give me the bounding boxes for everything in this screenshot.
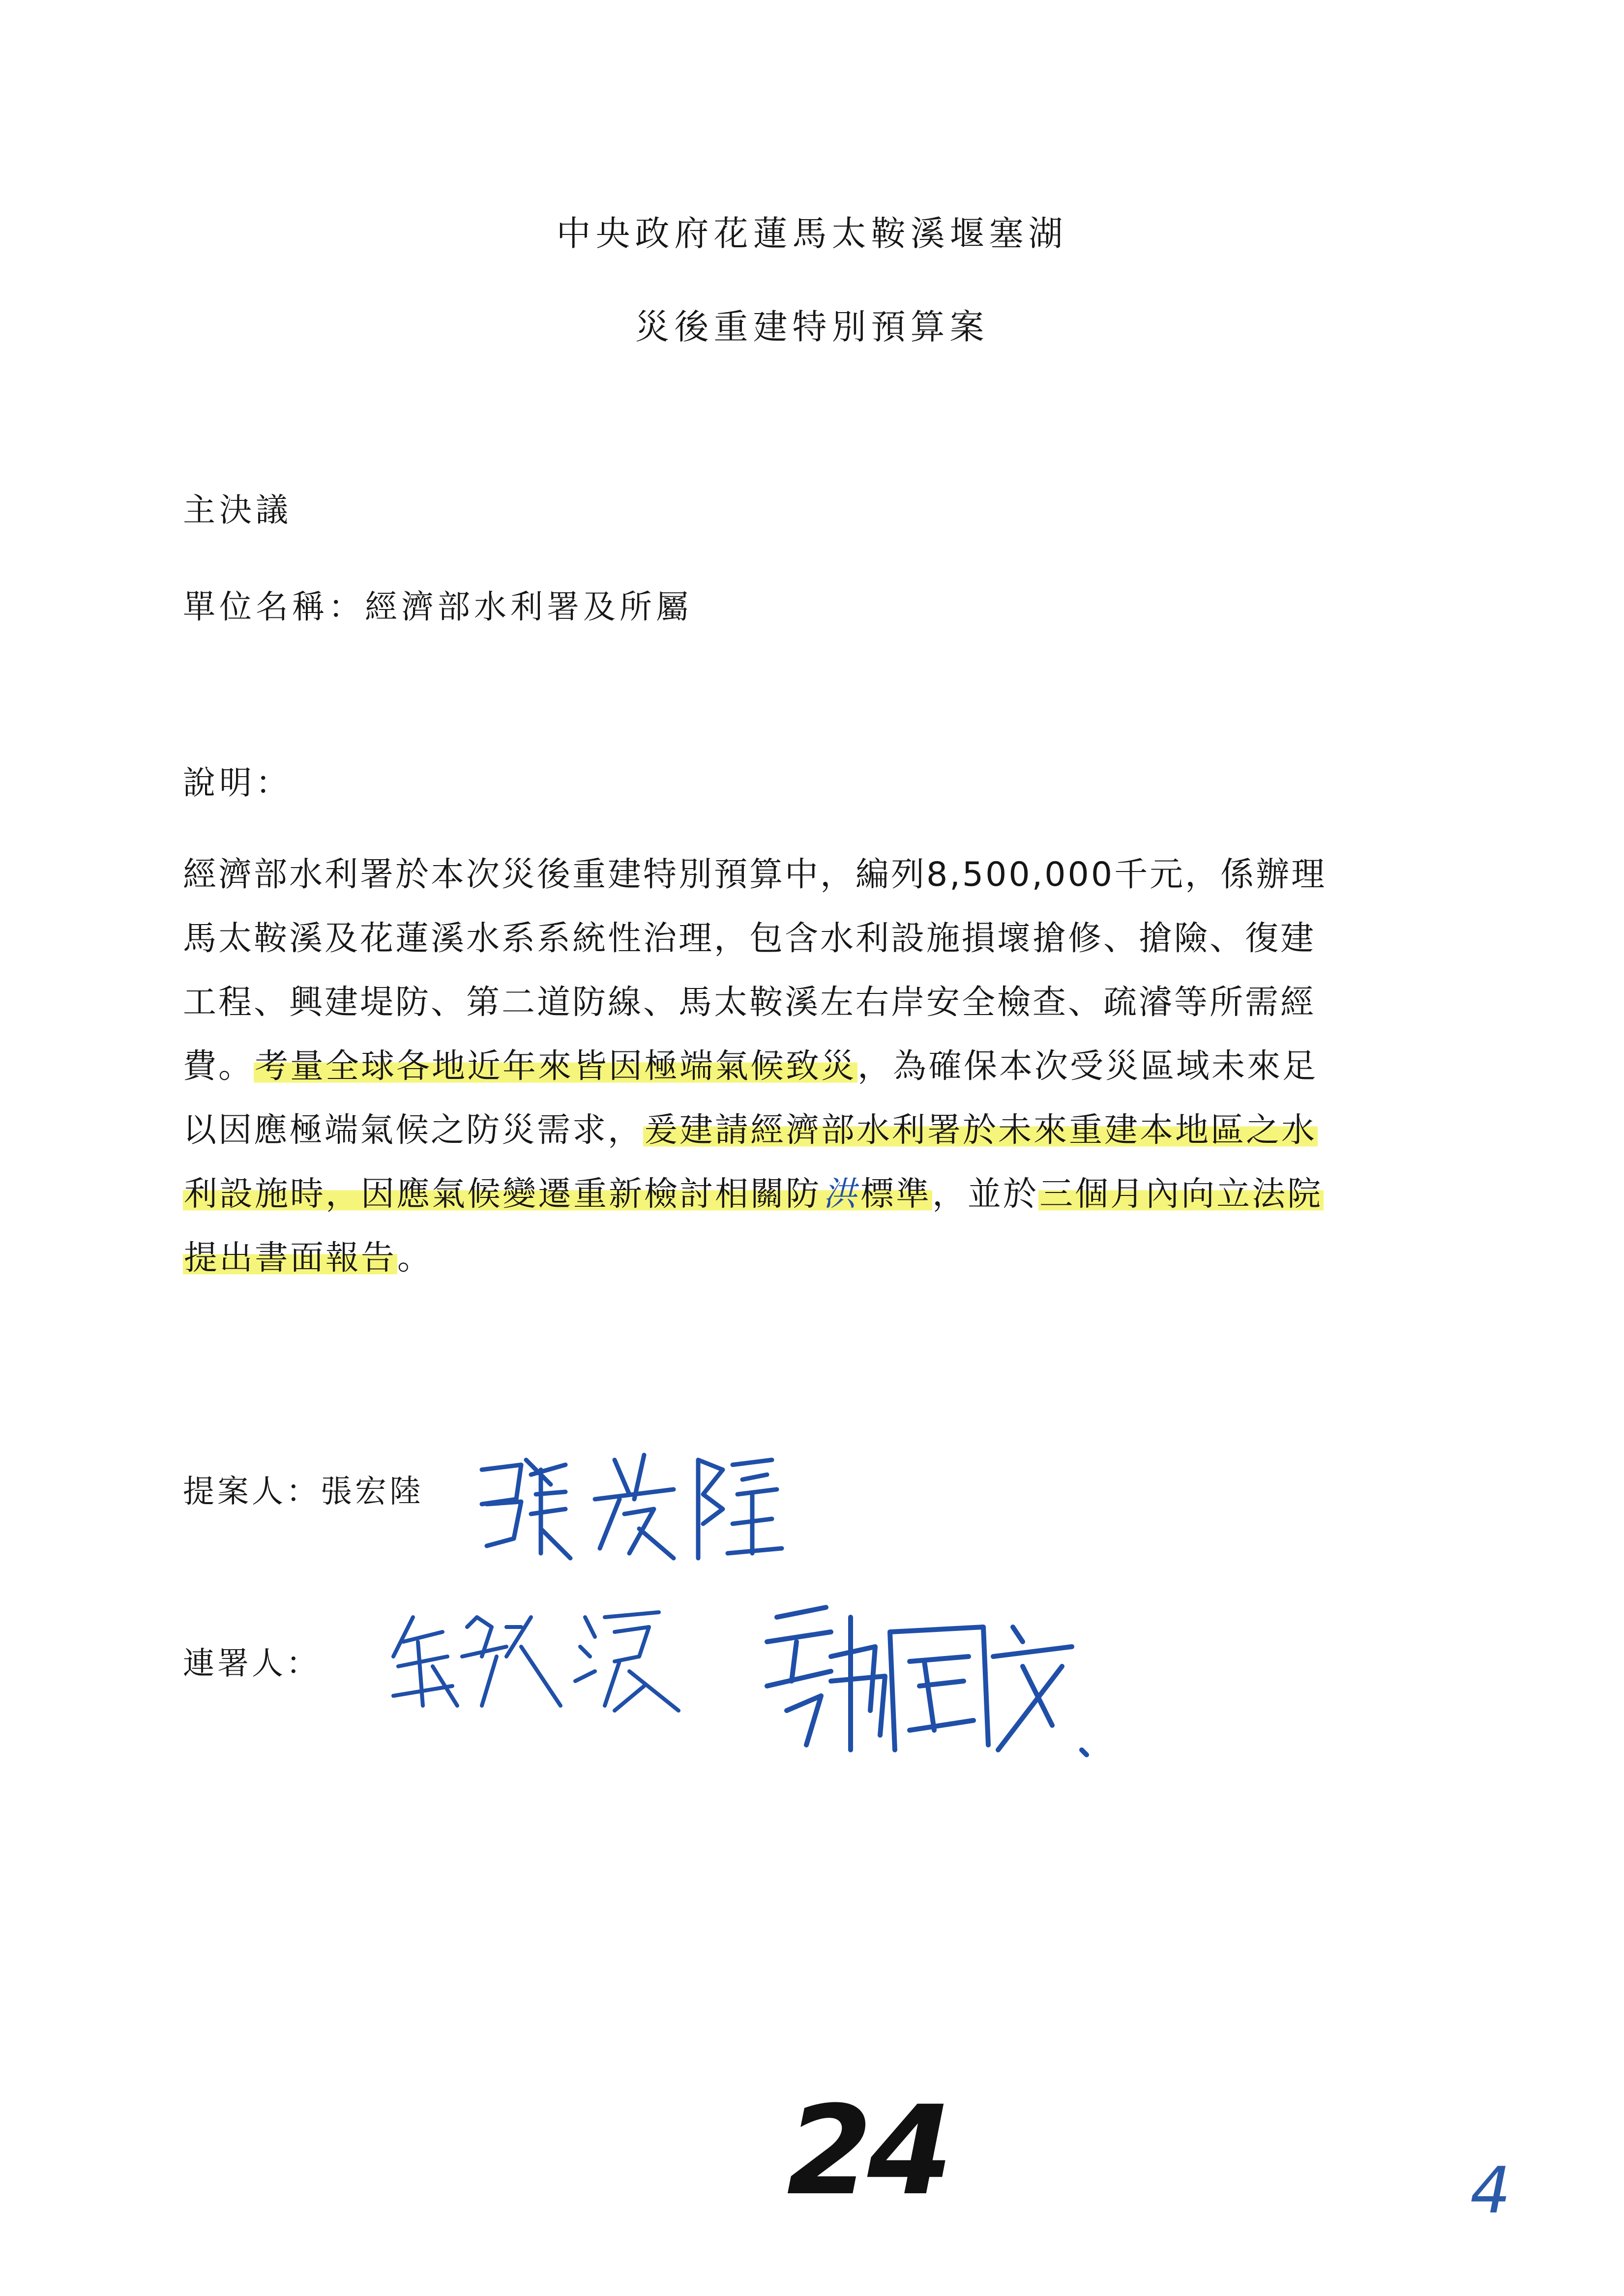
handwritten-corner-number: 4: [1470, 2153, 1511, 2228]
body-row-4: [183, 1035, 1427, 1099]
highlight-request: 爰建請經濟部水利署於未來重建本地區之水: [644, 1111, 1317, 1150]
cosigner-label: 連署人：: [183, 1646, 321, 1682]
body-row-4-start: 費。: [183, 1047, 254, 1086]
proposer-signature: [467, 1440, 787, 1568]
document-title-line-1: 中央政府花蓮馬太鞍溪堰塞湖: [556, 213, 1068, 254]
body-row-6-mid: ，並於: [932, 1175, 1039, 1214]
body-row-2: 馬太鞍溪及花蓮溪水系系統性治理，包含水利設施損壞搶修、搶險、復建: [183, 919, 1316, 958]
body-row-7: [183, 1226, 1427, 1290]
explanation-body: [183, 843, 1427, 1290]
cosigner-signature-1: [384, 1598, 708, 1725]
body-row-5: [183, 1099, 1427, 1163]
explanation-label: 說明：: [183, 764, 292, 802]
body-row-3: 工程、興建堤防、第二道防線、馬太鞍溪左右岸安全檢查、疏濬等所需經: [183, 983, 1316, 1022]
body-row-1: 經濟部水利署於本次災後重建特別預算中，編列8,500,000千元，係辦理: [183, 855, 1327, 894]
body-row-4-end: ，為確保本次受災區域未來足: [857, 1047, 1318, 1086]
body-row-5-start: 以因應極端氣候之防災需求，: [183, 1111, 644, 1150]
document-title-line-2: 災後重建特別預算案: [635, 307, 989, 347]
cosigner-signature-2: [747, 1588, 1131, 1784]
body-row-7-end: 。: [397, 1239, 433, 1278]
highlight-global-climate: 考量全球各地近年來皆因極端氣候致災: [255, 1047, 857, 1086]
body-row-6: [183, 1163, 1427, 1226]
handwritten-correction: 洪: [823, 1175, 859, 1214]
highlight-three-months: 三個月內向立法院: [1039, 1175, 1323, 1214]
page-number: 24: [787, 2079, 948, 2222]
unit-name: 單位名稱：經濟部水利署及所屬: [183, 588, 692, 626]
highlight-standard: 標準: [860, 1175, 932, 1214]
highlight-written-report: 提出書面報告: [184, 1239, 397, 1278]
proposer-label: 提案人：張宏陸: [183, 1474, 424, 1510]
highlight-facilities: 利設施時，因應氣候變遷重新檢討相關防: [184, 1175, 822, 1214]
resolution-label: 主決議: [183, 491, 292, 529]
